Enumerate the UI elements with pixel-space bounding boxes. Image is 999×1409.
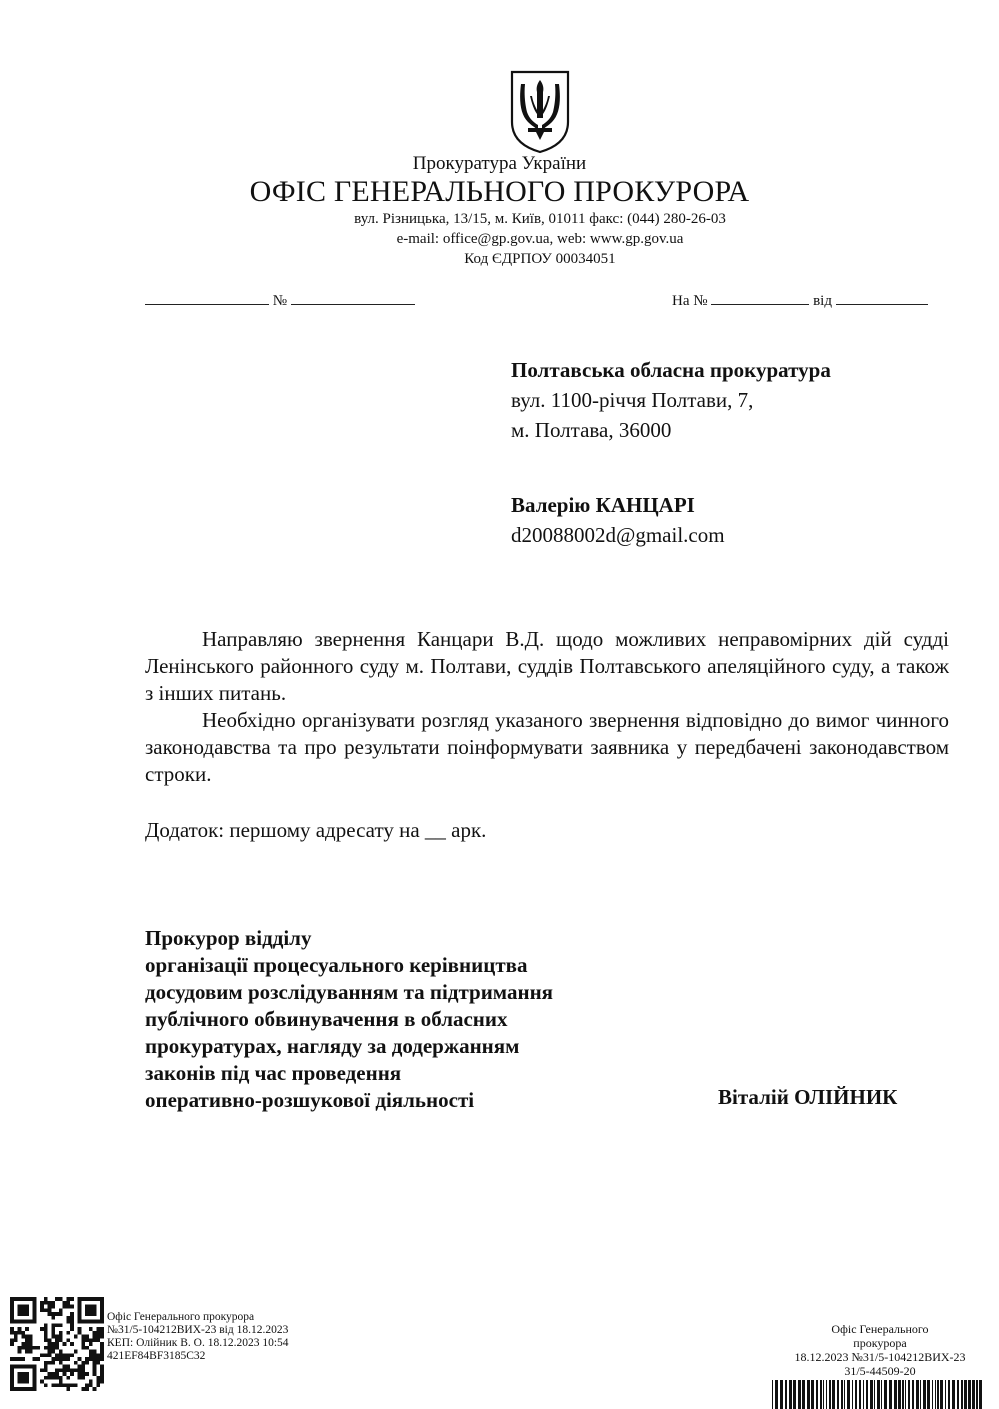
recipient-1	[511, 355, 831, 445]
position-line: оперативно-розшукової діяльності	[145, 1088, 475, 1112]
stamp-line: КЕП: Олійник В. О. 18.12.2023 10:54	[107, 1337, 289, 1349]
qr-code-icon	[10, 1297, 104, 1391]
position-line: досудовим розслідуванням та підтримання	[145, 980, 554, 1004]
number-sign: №	[272, 293, 288, 309]
position-line: публічного обвинувачення в обласних	[145, 1007, 508, 1031]
reply-to-label: На №	[672, 293, 708, 309]
position-line: організації процесуального керівництва	[145, 953, 528, 977]
agency-name: Прокуратура України	[412, 153, 587, 174]
date-label: від	[813, 293, 832, 309]
outgoing-registration	[145, 290, 415, 310]
reply-to-date-blank	[836, 290, 928, 305]
stamp-line: №31/5-104212ВИХ-23 від 18.12.2023	[107, 1324, 289, 1336]
office-address: вул. Різницька, 13/15, м. Київ, 01011 факс: (044) 280-26-03	[354, 211, 726, 227]
recipient-name: Валерію КАНЦАРІ	[511, 493, 695, 517]
signatory-position	[145, 925, 625, 1114]
stamp-line: 421EF84BF3185C32	[107, 1350, 206, 1362]
office-contacts: e-mail: office@gp.gov.ua, web: www.gp.gov.ua	[396, 231, 684, 247]
registration-stamp	[780, 1322, 980, 1378]
recipient-address-line: м. Полтава, 36000	[511, 418, 672, 442]
signatory-name: Віталій ОЛІЙНИК	[718, 1085, 898, 1109]
stamp-line: Офіс Генерального	[831, 1322, 929, 1336]
position-line: законів під час проведення	[145, 1061, 402, 1085]
outgoing-number-blank	[291, 290, 415, 305]
letter-body	[145, 626, 949, 788]
stamp-line: Офіс Генерального прокурора	[107, 1311, 255, 1323]
position-line: Прокурор відділу	[145, 926, 312, 950]
stamp-line: 31/5-44509-20	[844, 1364, 916, 1378]
position-line: прокуратурах, нагляду за додержанням	[145, 1034, 520, 1058]
office-name: ОФІС ГЕНЕРАЛЬНОГО ПРОКУРОРА	[249, 175, 750, 208]
reply-to-number-blank	[711, 290, 809, 305]
attachment-note: Додаток: першому адресату на __ арк.	[145, 818, 487, 842]
body-paragraph: Необхідно організувати розгляд указаного звернення відповідно до вимог чинного законодавства та про результати поінформувати заявника у передбачені законодавством строки.	[145, 708, 949, 786]
stamp-line: прокурора	[853, 1336, 907, 1350]
recipient-name: Полтавська обласна прокуратура	[511, 358, 831, 382]
recipient-2	[511, 490, 725, 550]
stamp-line: 18.12.2023 №31/5-104212ВИХ-23	[794, 1350, 966, 1364]
coat-of-arms-icon	[508, 70, 572, 154]
e-signature-stamp	[107, 1311, 289, 1363]
body-paragraph: Направляю звернення Канцари В.Д. щодо можливих неправомірних дій судді Ленінського районного суду м. Полтави, суддів Полтавського апеляційного суду, а також з інших питань.	[145, 627, 949, 705]
barcode-icon	[772, 1380, 982, 1409]
edrpou-code: Код ЄДРПОУ 00034051	[464, 251, 616, 267]
recipient-email: d20088002d@gmail.com	[511, 523, 725, 547]
outgoing-date-blank	[145, 290, 269, 305]
incoming-reference	[672, 290, 928, 310]
recipient-address-line: вул. 1100-річчя Полтави, 7,	[511, 388, 754, 412]
